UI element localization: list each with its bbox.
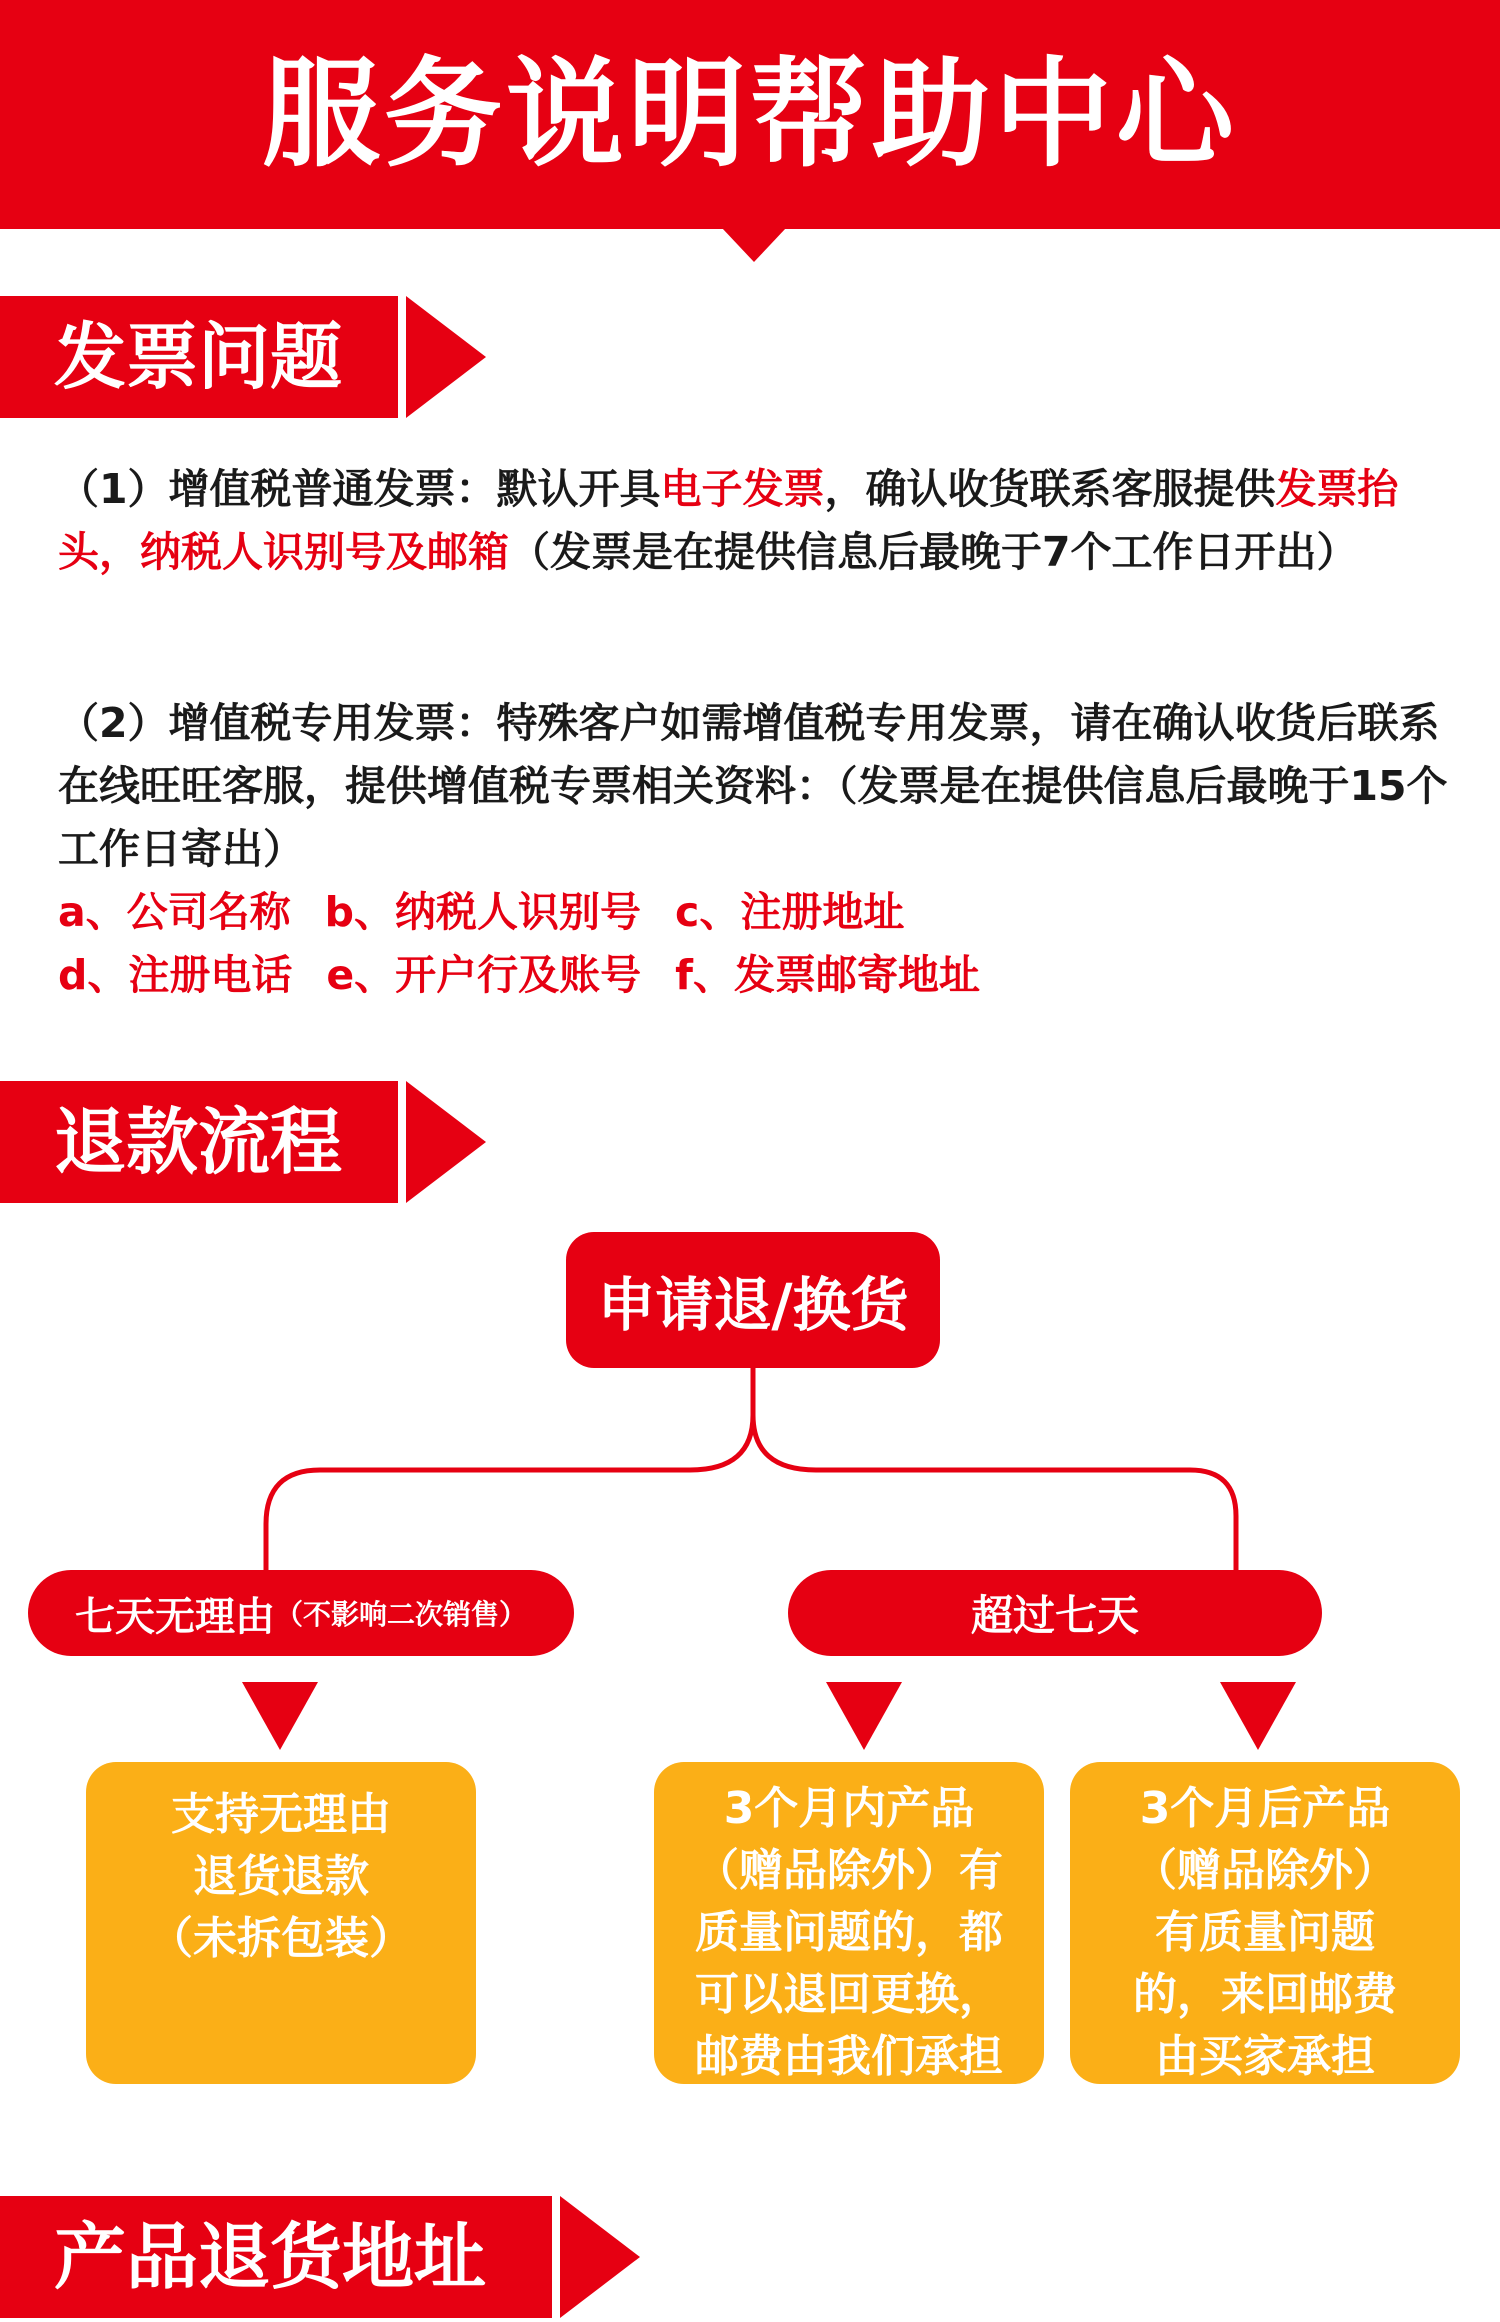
over-seven-days-node: 超过七天	[788, 1570, 1322, 1656]
apply-return-exchange-node: 申请退/换货	[566, 1232, 940, 1368]
section-arrow-icon	[406, 1081, 486, 1203]
card-line: 的，来回邮费	[1133, 1969, 1397, 2020]
section-arrow-icon	[560, 2196, 640, 2318]
connector-line	[753, 1415, 1236, 1572]
invoice-paragraph-2: （2）增值税专用发票：特殊客户如需增值税专用发票，请在确认收货后联系在线旺旺客服，提供增值税专票相关资料：（发票是在提供信息后最晚于15个工作日寄出）	[58, 699, 1448, 873]
banner-pointer	[722, 228, 786, 262]
down-arrow-icon	[242, 1682, 318, 1750]
section-arrow-icon	[406, 296, 486, 418]
card-line: 3个月内产品	[723, 1783, 975, 1834]
down-arrow-icon	[826, 1682, 902, 1750]
card-line: 由买家承担	[1155, 2031, 1375, 2082]
invoice-option: d、注册电话	[58, 951, 293, 999]
card-line: 邮费由我们承担	[695, 2031, 1003, 2082]
invoice-option: c、注册地址	[675, 888, 905, 936]
invoice-p1-highlight-info: 发票抬头，纳税人识别号及邮箱	[58, 465, 1399, 576]
card-line: 3个月后产品	[1139, 1783, 1391, 1834]
card-line: 质量问题的，都	[695, 1907, 1003, 1958]
invoice-p1-lead: （1）增值税普通发票：默认开具	[58, 465, 661, 513]
card-line: 有质量问题	[1155, 1907, 1375, 1958]
branch-left-note: （不影响二次销售）	[274, 1598, 527, 1631]
invoice-p1-tail: （发票是在提供信息后最晚于7个工作日开出）	[509, 528, 1358, 576]
invoice-option: f、发票邮寄地址	[675, 951, 981, 999]
card-line: 支持无理由	[171, 1789, 391, 1840]
outcome-card-after-3-months	[1070, 1762, 1460, 2084]
invoice-options-row-1	[58, 881, 938, 944]
section-title-invoice: 发票问题	[54, 315, 343, 399]
invoice-option: b、纳税人识别号	[324, 888, 642, 936]
card-line: 可以退回更换，	[695, 1969, 1003, 2020]
down-arrow-icon	[1220, 1682, 1296, 1750]
section-title-address: 产品退货地址	[54, 2215, 487, 2299]
card-line: （未拆包装）	[149, 1913, 413, 1964]
outcome-card-no-reason	[86, 1762, 476, 2084]
branch-left-label: 七天无理由	[74, 1593, 275, 1640]
invoice-paragraph-1	[58, 458, 1448, 584]
invoice-p1-mid: ，确认收货联系客服提供	[824, 465, 1276, 513]
outcome-card-within-3-months	[654, 1762, 1044, 2084]
page-title: 服务说明帮助中心	[261, 45, 1238, 183]
seven-day-no-reason-node	[28, 1570, 574, 1656]
invoice-option: a、公司名称	[58, 888, 291, 936]
invoice-option: e、开户行及账号	[326, 951, 642, 999]
connector-line	[266, 1368, 753, 1572]
section-title-refund: 退款流程	[54, 1100, 343, 1184]
invoice-p1-highlight-electronic: 电子发票	[660, 465, 825, 513]
card-line: 退货退款	[193, 1851, 369, 1902]
invoice-options-row-2	[58, 944, 1014, 1007]
card-line: （赠品除外）有	[695, 1845, 1003, 1896]
card-line: （赠品除外）	[1133, 1845, 1397, 1896]
